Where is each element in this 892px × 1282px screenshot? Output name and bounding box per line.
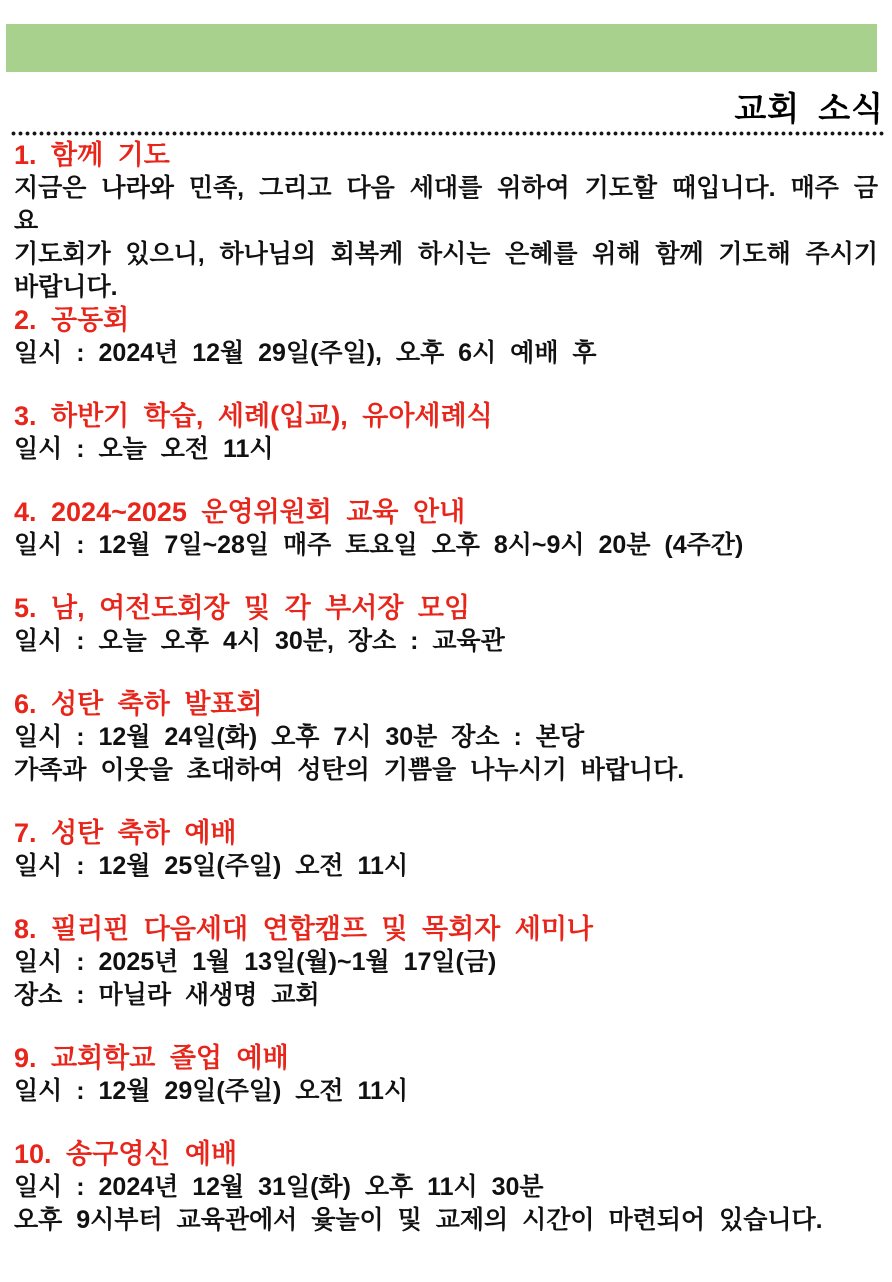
news-item-line: 일시 : 12월 25일(주일) 오전 11시: [14, 852, 409, 880]
news-item: [14, 817, 878, 883]
news-item: [14, 304, 878, 370]
news-item: [14, 496, 878, 562]
news-item-line: 가족과 이웃을 초대하여 성탄의 기쁨을 나누시기 바랍니다.: [14, 756, 685, 784]
header-banner: [6, 24, 877, 72]
news-item-line: 바랍니다.: [14, 273, 118, 301]
news-item: [14, 1138, 878, 1237]
news-sections: [0, 137, 892, 1237]
news-item: [14, 592, 878, 658]
news-item-heading: 9. 교회학교 졸업 예배: [14, 1043, 289, 1073]
dotted-divider: [10, 130, 884, 137]
bulletin-page: [0, 24, 892, 1237]
news-item-heading: 6. 성탄 축하 발표회: [14, 689, 263, 719]
news-item-heading: 4. 2024~2025 운영위원회 교육 안내: [14, 497, 466, 527]
news-item-heading: 2. 공동회: [14, 305, 130, 335]
news-item: [14, 1042, 878, 1108]
news-item-line: 일시 : 2024년 12월 31일(화) 오후 11시 30분: [14, 1173, 544, 1201]
news-item-heading: 5. 남, 여전도회장 및 각 부서장 모임: [14, 593, 471, 623]
page-title: 교회 소식: [734, 90, 884, 127]
news-item: [14, 688, 878, 787]
news-item-line: 지금은 나라와 민족, 그리고 다음 세대를 위하여 기도할 때입니다. 매주 금요: [14, 174, 878, 235]
news-item-heading: 7. 성탄 축하 예배: [14, 818, 237, 848]
news-item-line: 일시 : 오늘 오후 4시 30분, 장소 : 교육관: [14, 627, 505, 655]
news-item-line: 장소 : 마닐라 새생명 교회: [14, 981, 320, 1009]
news-item-line: 일시 : 오늘 오전 11시: [14, 435, 274, 463]
news-item-line: 일시 : 2025년 1월 13일(월)~1월 17일(금): [14, 948, 497, 976]
news-item-heading: 8. 필리핀 다음세대 연합캠프 및 목회자 세미나: [14, 914, 594, 944]
news-item: [14, 400, 878, 466]
news-item-line: 기도회가 있으니, 하나님의 회복케 하시는 은혜를 위해 함께 기도해 주시기: [14, 240, 878, 268]
news-item: [14, 913, 878, 1012]
news-item-line: 오후 9시부터 교육관에서 윷놀이 및 교제의 시간이 마련되어 있습니다.: [14, 1206, 823, 1234]
news-item-heading: 3. 하반기 학습, 세례(입교), 유아세례식: [14, 401, 493, 431]
news-item-heading: 10. 송구영신 예배: [14, 1139, 238, 1169]
news-item-heading: 1. 함께 기도: [14, 140, 170, 170]
news-item-line: 일시 : 12월 29일(주일) 오전 11시: [14, 1077, 409, 1105]
news-item-line: 일시 : 2024년 12월 29일(주일), 오후 6시 예배 후: [14, 339, 597, 367]
news-item-line: 일시 : 12월 24일(화) 오후 7시 30분 장소 : 본당: [14, 723, 585, 751]
news-item-line: 일시 : 12월 7일~28일 매주 토요일 오후 8시~9시 20분 (4주간): [14, 531, 744, 559]
news-item: [14, 139, 878, 304]
